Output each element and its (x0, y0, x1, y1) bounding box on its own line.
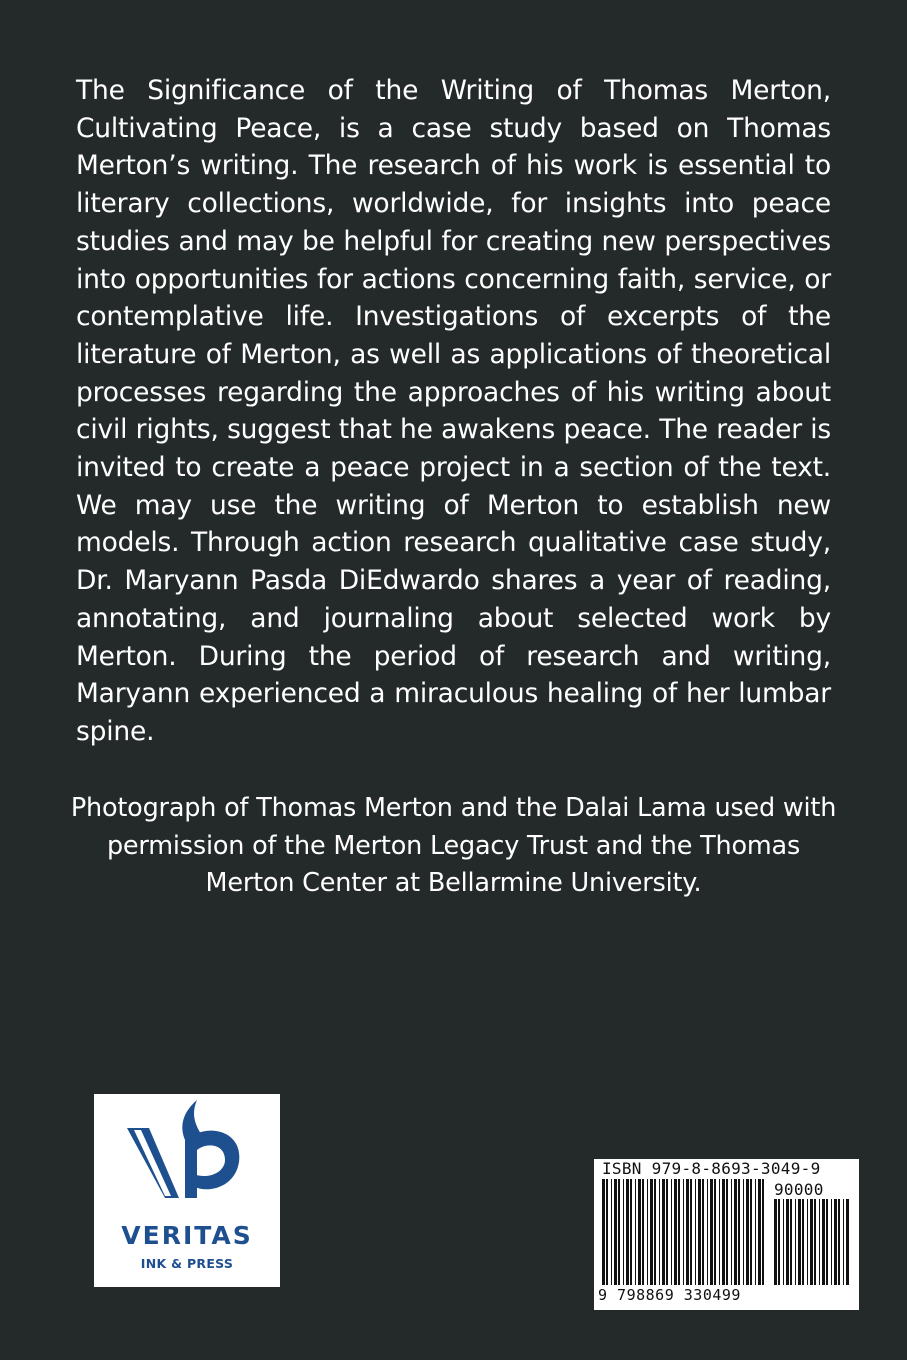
addon-barcode-bars (772, 1199, 852, 1285)
photo-credit: Photograph of Thomas Merton and the Dalai Lama used with permission of the Merton Legacy Trust and the Thomas Merton Center at Bellarmine University. (70, 793, 837, 898)
vp-monogram-icon (127, 1100, 247, 1220)
ean-digits: 9 798869 330499 (598, 1286, 741, 1304)
isbn-label: ISBN 979-8-8693-3049-9 (602, 1159, 821, 1178)
publisher-name: VERITAS (121, 1221, 253, 1250)
ean-barcode-bars (600, 1179, 766, 1287)
isbn-barcode (594, 1159, 859, 1310)
publisher-subtitle: INK & PRESS (140, 1256, 234, 1271)
book-description: The Significance of the Writing of Thomas Merton, Cultivating Peace, is a case study based on Thomas Merton’s writing. The research of his work is essential to literary collections, worldwide, for insights into peace studies and may be helpful for creating new perspectives into opportunities for actions concerning faith, service, or contemplative life. Investigations of excerpts of the literature of Merton, as well as applications of theoretical processes regarding the approaches of his writing about civil rights, suggest that he awakens peace. The reader is invited to create a peace project in a section of the text. We may use the writing of Merton to establish new models. Through action research qualitative case study, Dr. Maryann Pasda DiEdwardo shares a year of reading, annotating, and journaling about selected work by Merton. During the period of research and writing, Maryann experienced a miraculous healing of her lumbar spine. (76, 75, 831, 747)
publisher-logo (94, 1094, 280, 1287)
price-code: 90000 (774, 1180, 824, 1199)
